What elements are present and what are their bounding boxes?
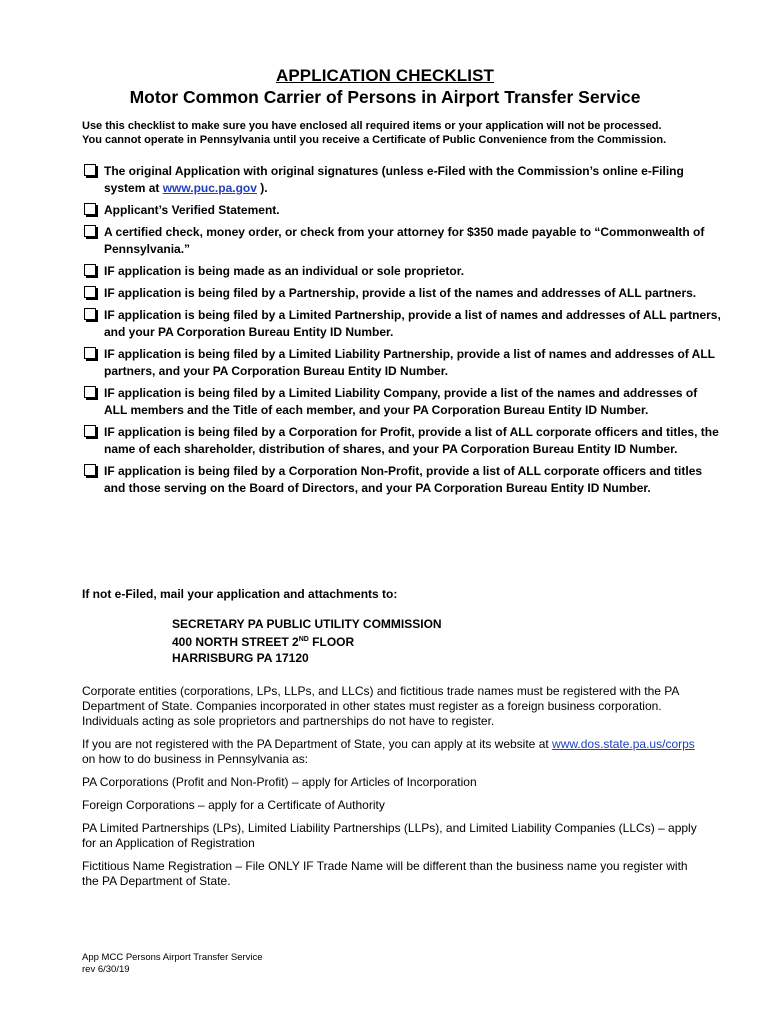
dos-website-link[interactable]: www.dos.state.pa.us/corps: [552, 737, 695, 751]
checklist-item-text: IF application is being filed by a Partnership, provide a list of the names and addresses of ALL partners.: [104, 286, 697, 300]
intro-line-2: You cannot operate in Pennsylvania until you receive a Certificate of Public Convenience from the Commission.: [82, 134, 667, 146]
checklist-item-text: Applicant’s Verified Statement.: [104, 203, 280, 217]
puc-website-link[interactable]: www.puc.pa.gov: [162, 181, 257, 195]
checklist-item-corporation-nonprofit: [82, 463, 722, 497]
checklist-item-original-application: [82, 163, 722, 197]
page-title: APPLICATION CHECKLIST: [275, 66, 495, 85]
footer-form-name: App MCC Persons Airport Transfer Service: [82, 952, 263, 963]
checkbox[interactable]: [84, 308, 96, 320]
checklist-item-text: IF application is being filed by a Limited Liability Partnership, provide a list of names and addresses of ALL partners, and your PA Corporation Bureau Entity ID Number.: [104, 347, 715, 378]
checkbox[interactable]: [84, 264, 96, 276]
registration-info: [82, 684, 702, 897]
checkbox[interactable]: [84, 386, 96, 398]
checklist-item-text: A certified check, money order, or check from your attorney for $350 made payable to “Commonwealth of Pennsylvania.”: [104, 225, 705, 256]
checklist-item-text: IF application is being made as an individual or sole proprietor.: [104, 264, 465, 278]
intro-text: [82, 119, 722, 147]
checklist-item-llp: [82, 346, 722, 380]
info-paragraph: PA Corporations (Profit and Non-Profit) – apply for Articles of Incorporation: [82, 775, 477, 789]
checkbox[interactable]: [84, 464, 96, 476]
info-paragraph-website: If you are not registered with the PA Department of State, you can apply at its website at www.dos.state.pa.us/corps on how to do business in Pennsylvania as:: [82, 737, 695, 766]
info-paragraph: Foreign Corporations – apply for a Certificate of Authority: [82, 798, 385, 812]
info-paragraph: PA Limited Partnerships (LPs), Limited Liability Partnerships (LLPs), and Limited Liability Companies (LLCs) – apply for an Application of Registration: [82, 821, 697, 850]
checklist-item-verified-statement: [82, 202, 722, 219]
info-paragraph: Fictitious Name Registration – File ONLY IF Trade Name will be different than the business name you register with the PA Department of State.: [82, 859, 688, 888]
checklist-item-text: IF application is being filed by a Corporation for Profit, provide a list of ALL corporate officers and titles, the name of each shareholder, distribution of shares, and your PA Corporation Bureau Entity ID Number.: [104, 425, 719, 456]
checklist-item-text: IF application is being filed by a Limited Partnership, provide a list of names and addresses of ALL partners, and your PA Corporation Bureau Entity ID Number.: [104, 308, 721, 339]
mailing-address: [172, 616, 442, 666]
checkbox[interactable]: [84, 425, 96, 437]
checkbox[interactable]: [84, 286, 96, 298]
checklist-item-corporation-profit: [82, 424, 722, 458]
address-line-2: 400 NORTH STREET 2ND FLOOR: [172, 635, 355, 649]
page-subtitle: Motor Common Carrier of Persons in Airport Transfer Service: [129, 87, 641, 107]
checkbox[interactable]: [84, 203, 96, 215]
checkbox[interactable]: [84, 225, 96, 237]
intro-line-1: Use this checklist to make sure you have enclosed all required items or your application will not be processed.: [82, 120, 662, 132]
checklist-item-sole-proprietor: [82, 263, 722, 280]
checklist-item-text: IF application is being filed by a Limited Liability Company, provide a list of the names and addresses of ALL members and the Title of each member, and your PA Corporation Bureau Entity ID Number.: [104, 386, 698, 417]
checklist-item-partnership: [82, 285, 722, 302]
checklist-item-limited-partnership: [82, 307, 722, 341]
address-line-1: SECRETARY PA PUBLIC UTILITY COMMISSION: [172, 617, 442, 631]
application-checklist: [82, 163, 722, 502]
checklist-item-llc: [82, 385, 722, 419]
info-paragraph: Corporate entities (corporations, LPs, LLPs, and LLCs) and fictitious trade names must be registered with the PA Department of State. Companies incorporated in other states must register as a foreign business corporation. Individuals acting as sole proprietors and partnerships do not have to register.: [82, 684, 679, 728]
footer-revision: rev 6/30/19: [82, 964, 130, 975]
checklist-item-payment: [82, 224, 722, 258]
checkbox[interactable]: [84, 347, 96, 359]
checklist-item-text: The original Application with original signatures (unless e-Filed with the Commission’s online e-Filing system at: [104, 164, 684, 195]
mailing-heading: If not e-Filed, mail your application and attachments to:: [82, 587, 398, 601]
checkbox[interactable]: [84, 164, 96, 176]
page-footer: [82, 952, 263, 976]
address-line-3: HARRISBURG PA 17120: [172, 651, 309, 665]
checklist-item-text-end: ).: [256, 181, 268, 195]
checklist-item-text: IF application is being filed by a Corporation Non-Profit, provide a list of ALL corporate officers and titles and those serving on the Board of Directors, and your PA Corporation Bureau Entity ID Number.: [104, 464, 703, 495]
